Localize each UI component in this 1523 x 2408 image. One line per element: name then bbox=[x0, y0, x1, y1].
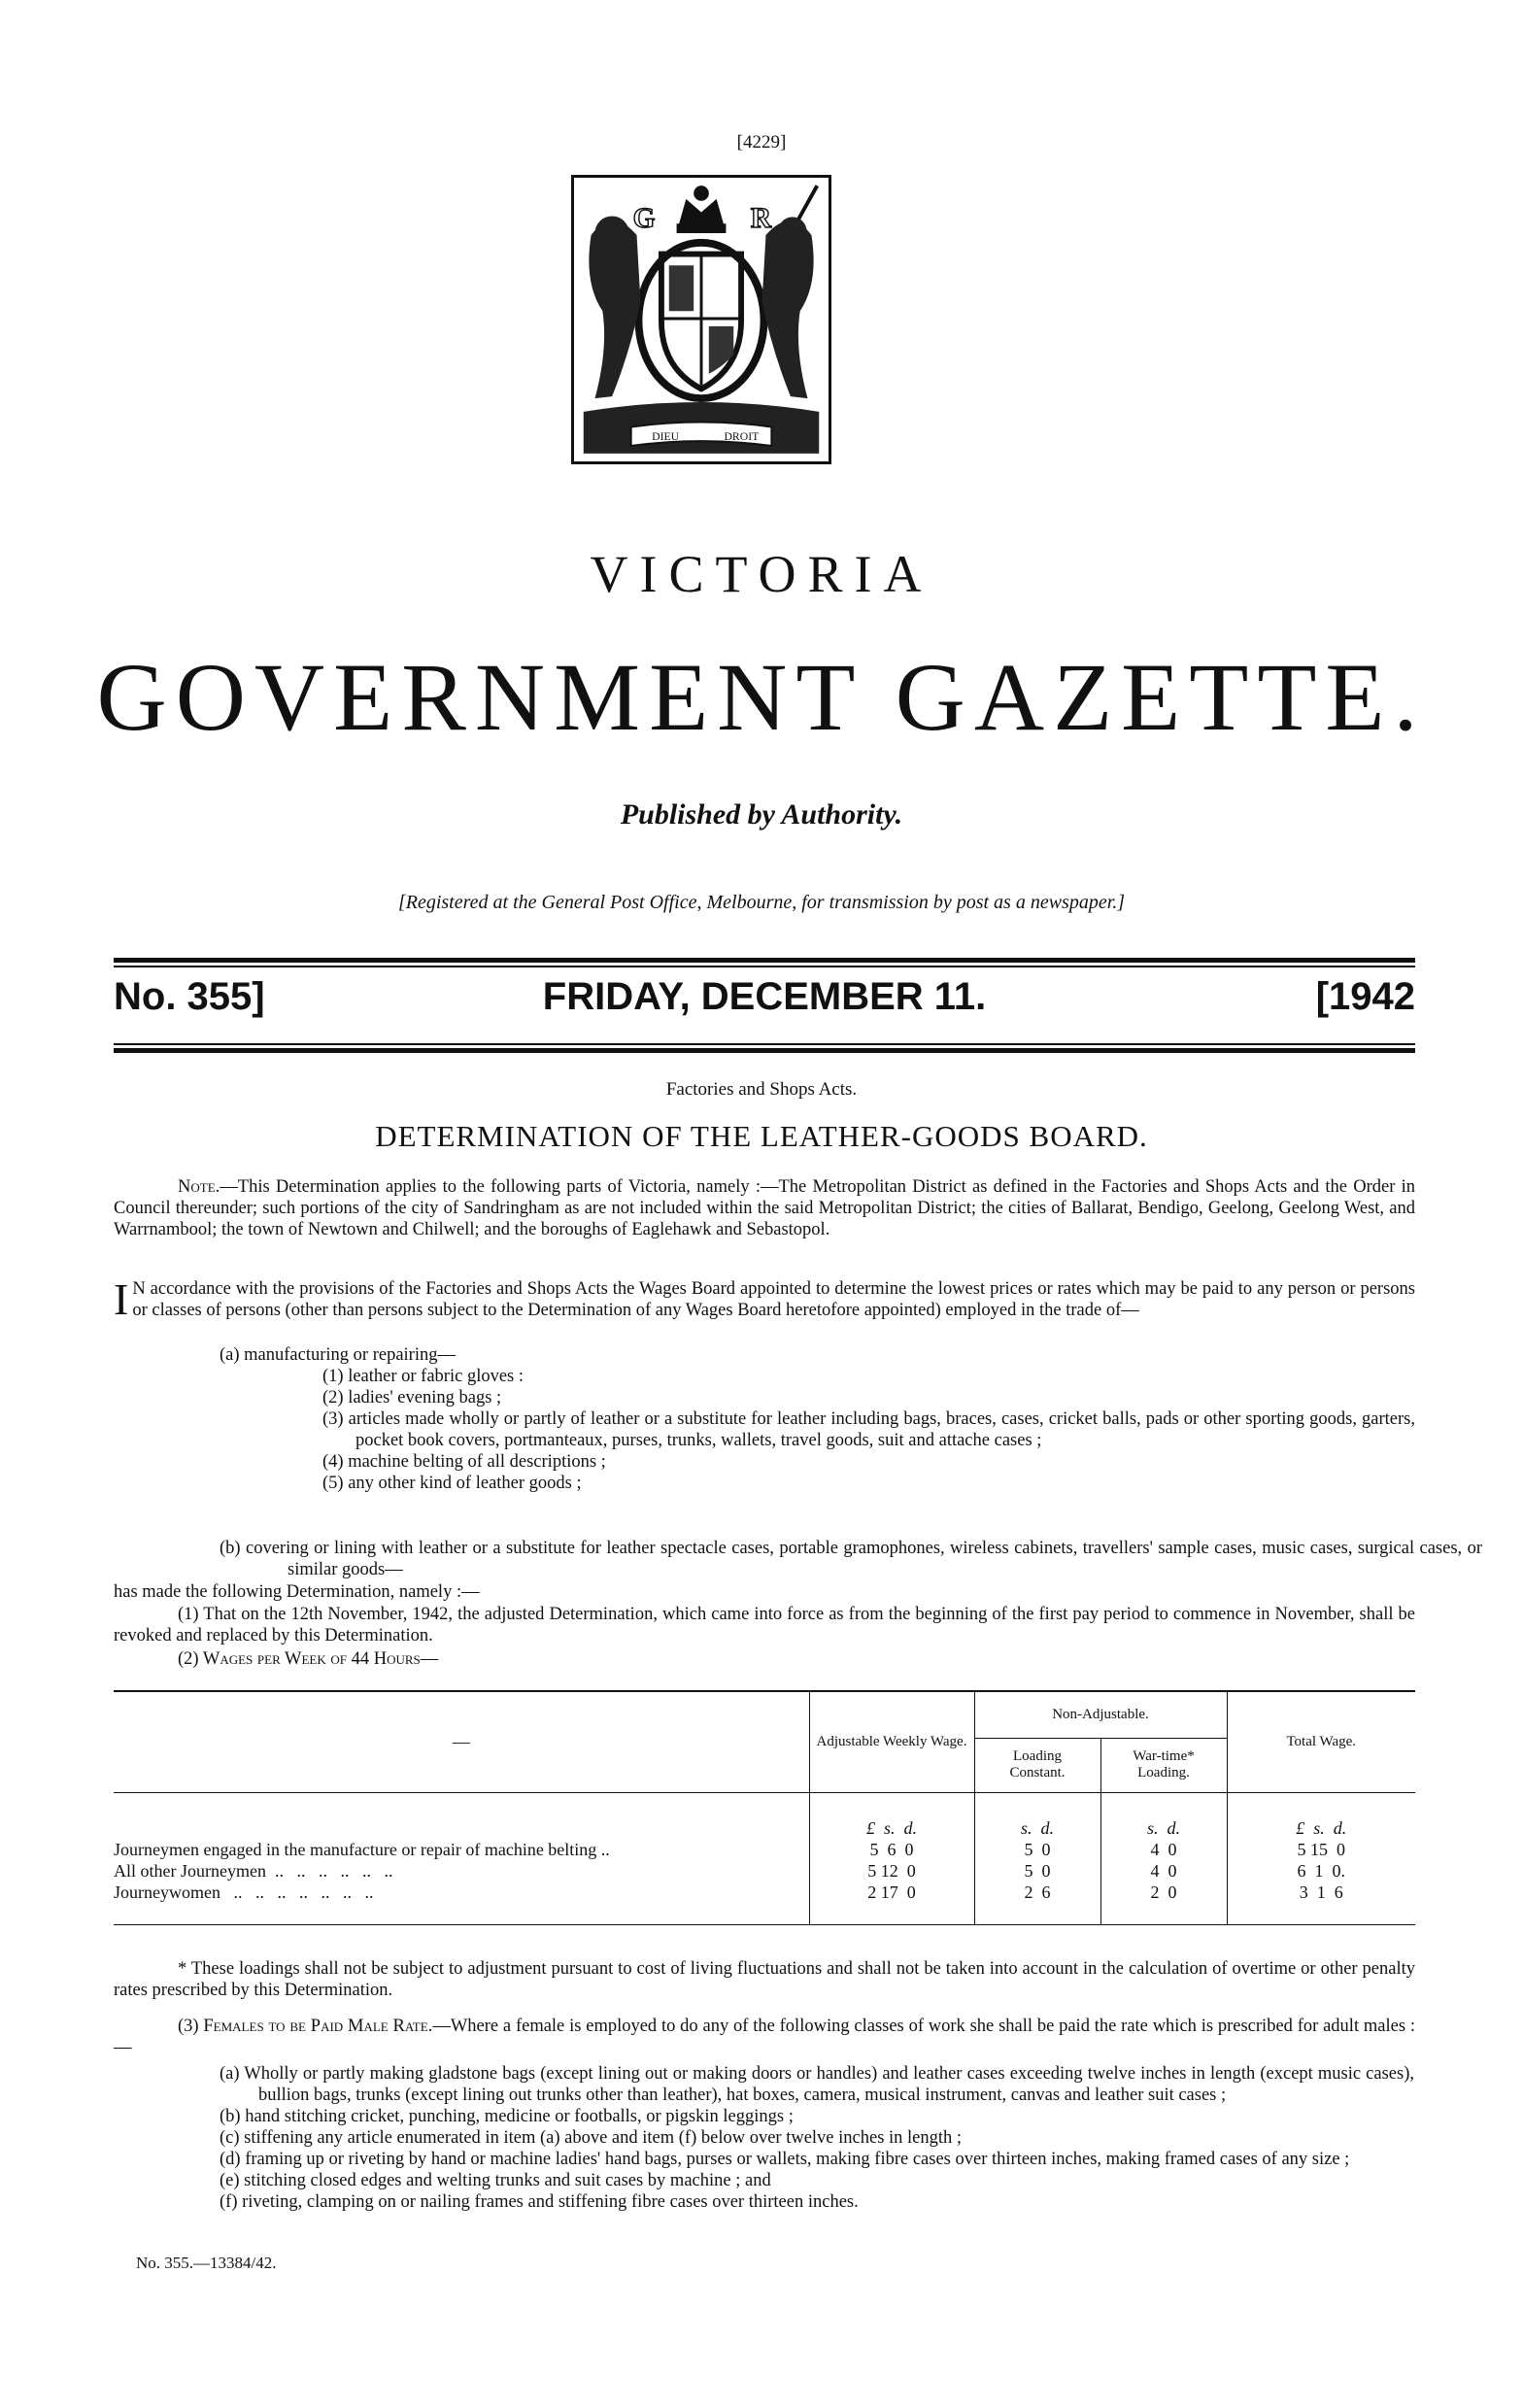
trade-item: (4) machine belting of all descriptions ; bbox=[322, 1452, 606, 1472]
preamble-text: N accordance with the provisions of the Factories and Shops Acts the Wages Board appointed to determine the lowest prices or rates which may be paid to any person or persons or classes of persons (other than persons subject to the Determination of any Wages Board heretofore appointed) employed in the trade of— bbox=[132, 1279, 1415, 1320]
row-label: Journeywomen .. .. .. .. .. .. .. bbox=[114, 1882, 809, 1924]
motto-right: DROIT bbox=[724, 430, 760, 444]
trade-a-label: (a) manufacturing or repairing— bbox=[220, 1345, 456, 1365]
cell-load: 2 6 bbox=[974, 1882, 1100, 1924]
clause-3-item: (d) framing up or riveting by hand or machine ladies' hand bags, purses or wallets, making fibre cases over thirteen inches, making framed cases of any size ; bbox=[220, 2150, 1350, 2169]
trade-items-list bbox=[322, 1366, 1415, 1494]
clause-3-items bbox=[220, 2063, 1414, 2213]
row-label: Journeymen engaged in the manufacture or repair of machine belting .. bbox=[114, 1839, 809, 1860]
wages-table bbox=[114, 1690, 1415, 1925]
table-row bbox=[114, 1860, 1415, 1882]
clause-3-item: (b) hand stitching cricket, punching, medicine or footballs, or pigskin leggings ; bbox=[220, 2107, 794, 2126]
row-label: All other Journeymen .. .. .. .. .. .. bbox=[114, 1860, 809, 1882]
col-adjustable-header: Adjustable Weekly Wage. bbox=[809, 1691, 974, 1792]
rule-top-thin bbox=[114, 966, 1415, 967]
cell-war: 4 0 bbox=[1100, 1839, 1227, 1860]
table-blank-header: — bbox=[114, 1691, 809, 1792]
cell-total: 3 1 6 bbox=[1227, 1882, 1415, 1924]
trade-item: (2) ladies' evening bags ; bbox=[322, 1388, 502, 1407]
note-text: —This Determination applies to the following parts of Victoria, namely :—The Metropolitan District as defined in the Factories and Shops Acts and the Order in Council thereunder; such portions of the city of Sandringham as are not included within the said Metropolitan District; the cities of Ballarat, Bendigo, Geelong, Geelong West, and Warrnambool; the town of Newtown and Chilwell; and the boroughs of Eaglehawk and Sebastopol. bbox=[114, 1177, 1415, 1239]
rule-top-thick bbox=[114, 958, 1415, 963]
unit-total: £ s. d. bbox=[1296, 1818, 1347, 1838]
trade-item: (1) leather or fabric gloves : bbox=[322, 1367, 525, 1386]
clause-1-text: (1) That on the 12th November, 1942, the adjusted Determination, which came into force as from the beginning of the first pay period to commence in November, shall be revoked and replaced by this Determination. bbox=[114, 1605, 1415, 1645]
acts-heading: Factories and Shops Acts. bbox=[665, 1079, 858, 1100]
unit-row-label bbox=[114, 1792, 809, 1839]
clause-3-item: (a) Wholly or partly making gladstone bags (except lining out or making doors or handles) and leather cases exceeding twelve inches in length (except music cases), bullion bags, trunks (except lining out trunks other than leather), hat boxes, camera, musical instrument, canvas and leather suit cases ; bbox=[220, 2064, 1414, 2105]
cell-war: 4 0 bbox=[1100, 1860, 1227, 1882]
crest-letter-r: R bbox=[750, 203, 772, 235]
table-row bbox=[114, 1882, 1415, 1924]
clause-3-item: (f) riveting, clamping on or nailing frames and stiffening fibre cases over thirteen inches. bbox=[220, 2192, 859, 2212]
published-by-authority: Published by Authority. bbox=[620, 798, 903, 831]
dropcap-i: I bbox=[114, 1274, 129, 1324]
clause-1 bbox=[114, 1604, 1415, 1646]
registration-note: [Registered at the General Post Office, Melbourne, for transmission by post as a newspaper.] bbox=[397, 892, 1126, 913]
cell-total: 6 1 0. bbox=[1297, 1861, 1345, 1881]
clause-3-heading: (3) Females to be Paid Male Rate. bbox=[178, 2017, 433, 2036]
unit-load: s. d. bbox=[974, 1792, 1100, 1839]
table-row bbox=[114, 1839, 1415, 1860]
crest-letter-g: G bbox=[632, 203, 656, 235]
trade-b: (b) covering or lining with leather or a substitute for leather spectacle cases, portable gramophones, wireless cabinets, travellers' sample cases, music cases, surgical cases, or similar goods— bbox=[220, 1539, 1482, 1579]
determination-title: DETERMINATION OF THE LEATHER-GOODS BOARD. bbox=[375, 1119, 1148, 1153]
issue-date: FRIDAY, DECEMBER 11. bbox=[542, 975, 987, 1018]
footer-number: No. 355.—13384/42. bbox=[136, 2254, 277, 2272]
clause-3-item: (c) stiffening any article enumerated in item (a) above and item (f) below over twelve inches in length ; bbox=[220, 2128, 963, 2148]
footnote bbox=[114, 1958, 1415, 2001]
trade-item: (5) any other kind of leather goods ; bbox=[322, 1474, 582, 1493]
masthead-state: VICTORIA bbox=[590, 545, 933, 603]
cell-war: 2 0 bbox=[1100, 1882, 1227, 1924]
col-wartime-header: War-time* Loading. bbox=[1100, 1738, 1227, 1792]
clause-3-item: (e) stitching closed edges and welting trunks and suit cases by machine ; and bbox=[220, 2171, 771, 2190]
note-label: Note. bbox=[178, 1177, 220, 1197]
footnote-text: * These loadings shall not be subject to adjustment pursuant to cost of living fluctuations and shall not be taken into account in the calculation of overtime or other penalty rates prescribed by this Determination. bbox=[114, 1959, 1415, 2000]
col-total-header: Total Wage. bbox=[1227, 1691, 1415, 1792]
issue-year: [1942 bbox=[1315, 975, 1415, 1018]
motto-left: DIEU bbox=[652, 430, 680, 444]
cell-adj: 5 6 0 bbox=[809, 1839, 974, 1860]
cell-load: 5 0 bbox=[974, 1860, 1100, 1882]
unit-adj: £ s. d. bbox=[809, 1792, 974, 1839]
made-following: has made the following Determination, namely :— bbox=[114, 1582, 480, 1602]
col-loading-header: Loading Constant. bbox=[974, 1738, 1100, 1792]
preamble-paragraph bbox=[114, 1274, 1415, 1324]
unit-war: s. d. bbox=[1100, 1792, 1227, 1839]
note-paragraph bbox=[114, 1176, 1415, 1240]
col-nonadjustable-header: Non-Adjustable. bbox=[974, 1691, 1227, 1738]
trade-item: (3) articles made wholly or partly of leather or a substitute for leather including bags, braces, cases, cricket balls, pads or other sporting goods, garters, pocket book covers, portmanteaux, purses, trunks, wallets, travel goods, suit and attache cases ; bbox=[322, 1409, 1415, 1450]
cell-total: 5 15 0 bbox=[1297, 1840, 1345, 1859]
royal-coat-of-arms-icon bbox=[571, 175, 831, 464]
clause-2-heading: (2) Wages per Week of 44 Hours— bbox=[178, 1649, 439, 1669]
rule-bottom-thin bbox=[114, 1043, 1415, 1045]
clause-3-text: —Where a female is employed to do any of the following classes of work she shall be paid the rate which is prescribed for adult males :— bbox=[114, 2017, 1415, 2057]
issue-number: No. 355] bbox=[114, 975, 265, 1018]
rule-bottom-thick bbox=[114, 1048, 1415, 1053]
page-number: [4229] bbox=[736, 132, 787, 153]
masthead-title: GOVERNMENT GAZETTE. bbox=[96, 643, 1427, 751]
clause-3 bbox=[114, 2016, 1415, 2058]
cell-adj: 2 17 0 bbox=[809, 1882, 974, 1924]
cell-adj: 5 12 0 bbox=[809, 1860, 974, 1882]
cell-load: 5 0 bbox=[974, 1839, 1100, 1860]
